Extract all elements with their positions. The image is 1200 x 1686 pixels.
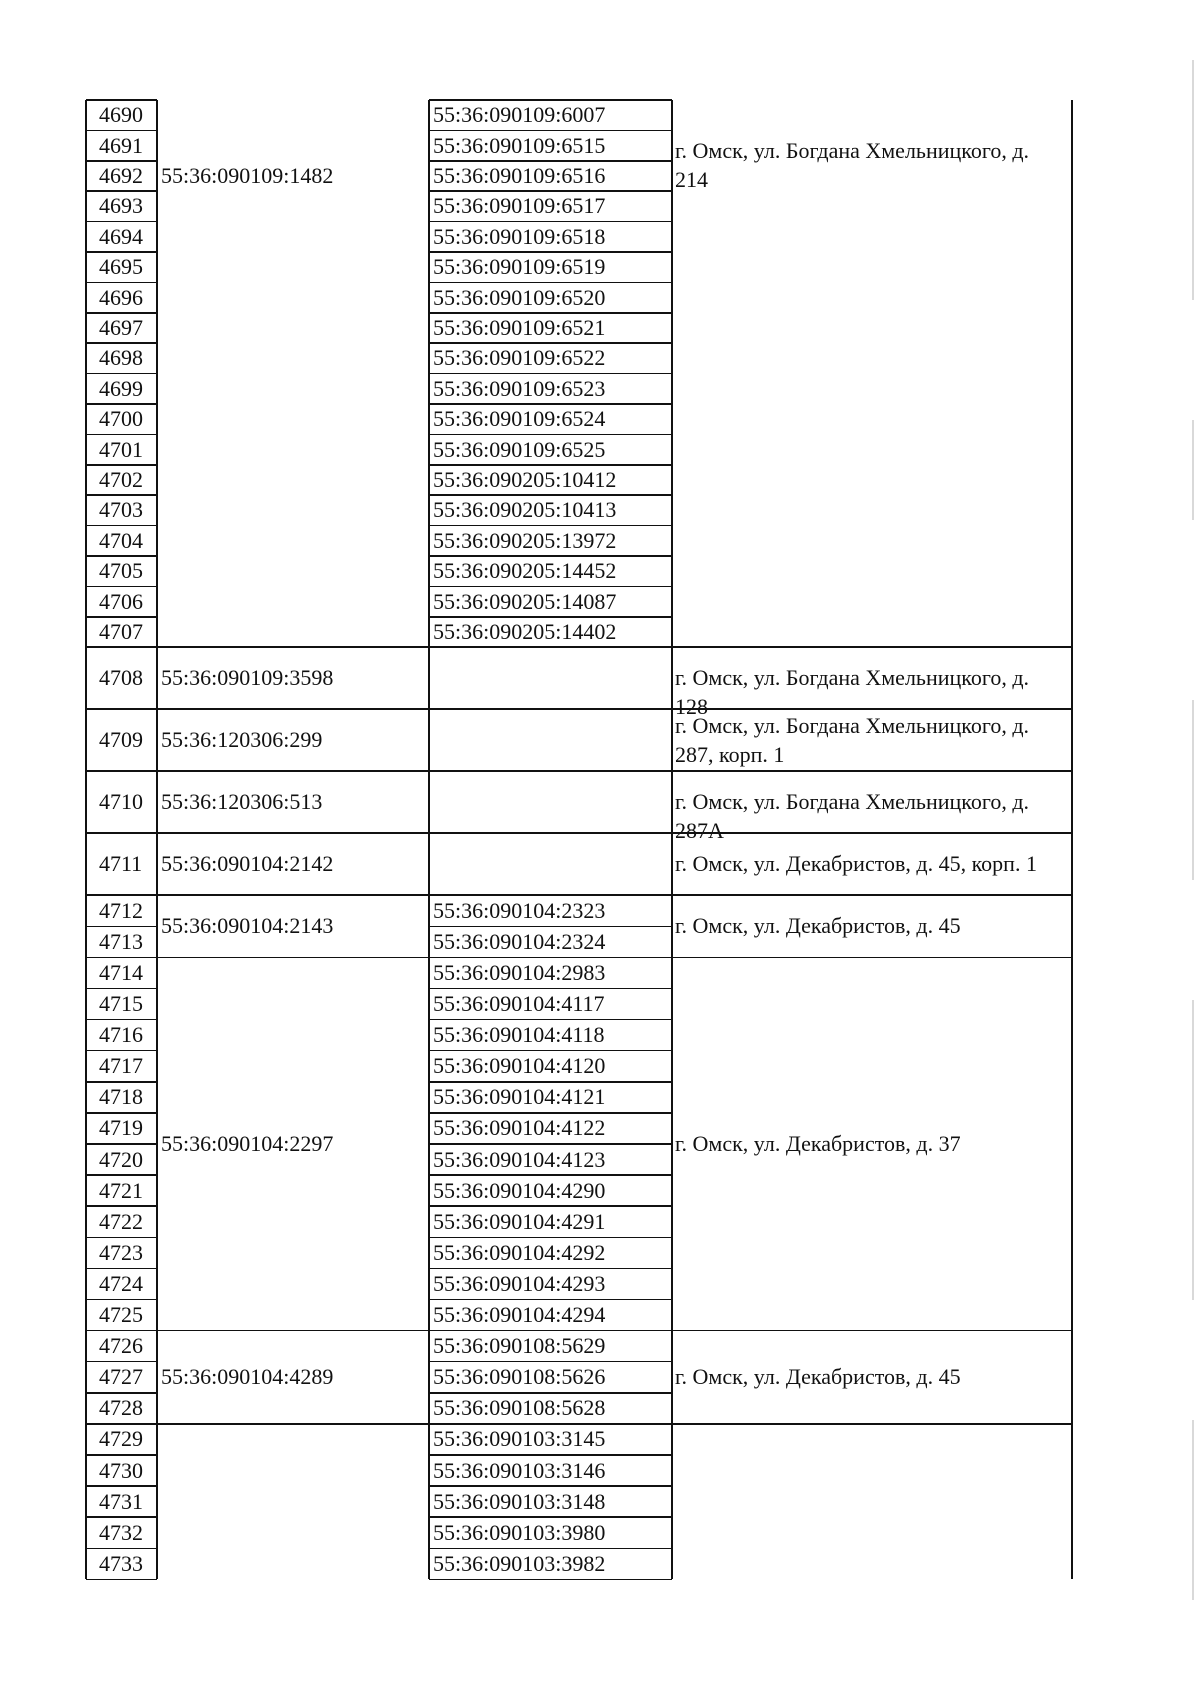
row-number: 4727 — [99, 1364, 143, 1390]
table-rule — [86, 1205, 157, 1207]
table-rule — [86, 1268, 157, 1270]
table-rule — [429, 1019, 672, 1021]
building-cadastral-number: 55:36:090109:6518 — [433, 223, 606, 249]
building-cadastral-number: 55:36:090104:4292 — [433, 1239, 606, 1265]
table-rule — [429, 130, 672, 132]
building-cadastral-number: 55:36:090108:5626 — [433, 1364, 606, 1390]
building-cadastral-number: 55:36:090104:4120 — [433, 1053, 606, 1079]
row-number: 4702 — [99, 467, 143, 492]
row-number: 4690 — [99, 102, 143, 128]
table-rule — [429, 1174, 672, 1176]
land-parcel-cadastral-number: 55:36:090109:1482 — [161, 163, 334, 188]
building-cadastral-number: 55:36:090205:10413 — [433, 497, 617, 523]
scan-artifact — [1192, 1000, 1194, 1300]
building-cadastral-number: 55:36:090109:6519 — [433, 254, 606, 280]
object-address: г. Омск, ул. Богдана Хмельницкого, д. 287, корп. 1 — [675, 713, 1030, 768]
table-rule — [86, 832, 157, 834]
table-rule — [428, 100, 430, 1579]
building-cadastral-number: 55:36:090108:5629 — [433, 1333, 606, 1359]
row-number: 4692 — [99, 163, 143, 188]
building-cadastral-number: 55:36:090104:4122 — [433, 1115, 606, 1141]
land-parcel-cadastral-number: 55:36:120306:513 — [161, 789, 323, 815]
building-cadastral-number: 55:36:090109:6525 — [433, 436, 606, 462]
building-cadastral-number: 55:36:090108:5628 — [433, 1395, 606, 1421]
row-number: 4717 — [99, 1053, 143, 1079]
object-address: г. Омск, ул. Богдана Хмельницкого, д. 128 — [675, 665, 1030, 720]
table-rule — [429, 770, 672, 772]
table-rule — [429, 1237, 672, 1239]
row-number: 4709 — [99, 727, 143, 753]
row-number: 4705 — [99, 558, 143, 584]
row-number: 4731 — [99, 1488, 143, 1514]
table-rule — [156, 100, 158, 1579]
row-number: 4691 — [99, 132, 143, 158]
table-rule — [429, 1330, 672, 1332]
table-rule — [86, 1485, 157, 1487]
building-cadastral-number: 55:36:090109:6524 — [433, 406, 606, 432]
object-address: г. Омск, ул. Богдана Хмельницкого, д. 214 — [675, 138, 1030, 193]
table-rule — [86, 403, 157, 405]
row-number: 4721 — [99, 1177, 143, 1203]
table-rule — [429, 957, 672, 959]
table-rule — [429, 373, 672, 375]
table-rule — [86, 434, 157, 436]
scan-artifact — [1192, 700, 1194, 880]
table-rule — [86, 894, 157, 896]
land-parcel-cadastral-number: 55:36:090104:4289 — [161, 1364, 334, 1390]
table-rule — [157, 832, 429, 834]
table-rule — [429, 1392, 672, 1394]
table-rule — [157, 1423, 429, 1425]
row-number: 4714 — [99, 959, 143, 985]
table-rule — [86, 342, 157, 344]
table-rule — [429, 1299, 672, 1301]
row-number: 4695 — [99, 254, 143, 280]
table-rule — [429, 1050, 672, 1052]
building-cadastral-number: 55:36:090104:4117 — [433, 991, 605, 1017]
table-rule — [86, 708, 157, 710]
building-cadastral-number: 55:36:090104:4123 — [433, 1146, 606, 1172]
table-rule — [86, 1423, 157, 1425]
row-number: 4730 — [99, 1457, 143, 1483]
building-cadastral-number: 55:36:090104:4294 — [433, 1302, 606, 1328]
land-parcel-cadastral-number: 55:36:120306:299 — [161, 727, 323, 753]
table-rule — [429, 555, 672, 557]
table-rule — [86, 494, 157, 496]
row-number: 4696 — [99, 284, 143, 310]
table-rule — [86, 1019, 157, 1021]
object-address: г. Омск, ул. Декабристов, д. 45, корп. 1 — [675, 851, 1037, 877]
row-number: 4719 — [99, 1115, 143, 1141]
row-number: 4703 — [99, 497, 143, 523]
row-number: 4699 — [99, 375, 143, 401]
table-rule — [672, 894, 1072, 896]
table-rule — [86, 988, 157, 990]
table-rule — [429, 1548, 672, 1550]
row-number: 4693 — [99, 193, 143, 219]
table-rule — [86, 926, 157, 928]
building-cadastral-number: 55:36:090205:14452 — [433, 558, 617, 584]
row-number: 4729 — [99, 1426, 143, 1452]
building-cadastral-number: 55:36:090104:4118 — [433, 1022, 605, 1048]
table-rule — [671, 100, 673, 1579]
table-rule — [672, 646, 1072, 648]
table-rule — [86, 1174, 157, 1176]
table-rule — [86, 190, 157, 192]
building-cadastral-number: 55:36:090104:4121 — [433, 1084, 606, 1110]
table-rule — [86, 616, 157, 618]
object-address: г. Омск, ул. Декабристов, д. 37 — [675, 1131, 961, 1156]
row-number: 4710 — [99, 789, 143, 815]
table-rule — [86, 251, 157, 253]
object-address: г. Омск, ул. Декабристов, д. 45 — [675, 913, 961, 939]
table-rule — [429, 434, 672, 436]
row-number: 4725 — [99, 1302, 143, 1328]
scan-artifact — [1192, 1420, 1194, 1600]
table-rule — [157, 708, 429, 710]
row-number: 4704 — [99, 527, 143, 553]
building-cadastral-number: 55:36:090104:4290 — [433, 1177, 606, 1203]
table-rule — [429, 1268, 672, 1270]
table-rule — [429, 708, 672, 710]
row-number: 4733 — [99, 1550, 143, 1576]
building-cadastral-number: 55:36:090104:2983 — [433, 959, 606, 985]
table-rule — [86, 525, 157, 527]
land-parcel-cadastral-number: 55:36:090109:3598 — [161, 665, 334, 691]
table-rule — [1071, 100, 1073, 1579]
row-number: 4724 — [99, 1270, 143, 1296]
table-rule — [86, 1548, 157, 1550]
table-rule — [429, 894, 672, 896]
table-rule — [86, 99, 157, 101]
table-rule — [672, 770, 1072, 772]
table-rule — [86, 1330, 157, 1332]
scan-artifact — [1192, 60, 1194, 300]
row-number: 4708 — [99, 665, 143, 691]
building-cadastral-number: 55:36:090103:3982 — [433, 1550, 606, 1576]
object-address: г. Омск, ул. Декабристов, д. 45 — [675, 1364, 961, 1390]
table-rule — [429, 160, 672, 162]
table-rule — [429, 1361, 672, 1363]
table-rule — [86, 957, 157, 959]
building-cadastral-number: 55:36:090103:3146 — [433, 1457, 606, 1483]
table-rule — [86, 1081, 157, 1083]
table-rule — [672, 1330, 1072, 1332]
table-rule — [86, 1454, 157, 1456]
row-number: 4713 — [99, 928, 143, 954]
building-cadastral-number: 55:36:090205:13972 — [433, 527, 617, 553]
building-cadastral-number: 55:36:090109:6523 — [433, 375, 606, 401]
row-number: 4697 — [99, 315, 143, 340]
land-parcel-cadastral-number: 55:36:090104:2142 — [161, 851, 334, 877]
row-number: 4718 — [99, 1084, 143, 1110]
table-rule — [86, 1143, 157, 1145]
building-cadastral-number: 55:36:090109:6007 — [433, 102, 606, 128]
table-rule — [429, 494, 672, 496]
table-rule — [157, 957, 429, 959]
table-rule — [429, 464, 672, 466]
table-rule — [429, 616, 672, 618]
table-rule — [429, 1081, 672, 1083]
table-rule — [157, 770, 429, 772]
building-cadastral-number: 55:36:090103:3148 — [433, 1488, 606, 1514]
table-rule — [86, 1237, 157, 1239]
row-number: 4712 — [99, 897, 143, 923]
table-rule — [429, 312, 672, 314]
table-rule — [429, 1516, 672, 1518]
building-cadastral-number: 55:36:090109:6517 — [433, 193, 606, 219]
building-cadastral-number: 55:36:090109:6522 — [433, 345, 606, 371]
table-rule — [86, 1361, 157, 1363]
row-number: 4720 — [99, 1146, 143, 1172]
row-number: 4698 — [99, 345, 143, 371]
table-rule — [429, 1143, 672, 1145]
row-number: 4726 — [99, 1333, 143, 1359]
table-rule — [429, 586, 672, 588]
row-number: 4732 — [99, 1519, 143, 1545]
table-rule — [429, 1485, 672, 1487]
table-rule — [429, 832, 672, 834]
building-cadastral-number: 55:36:090104:4291 — [433, 1208, 606, 1234]
table-rule — [429, 1579, 672, 1581]
table-rule — [85, 100, 87, 1579]
building-cadastral-number: 55:36:090109:6516 — [433, 163, 606, 188]
row-number: 4694 — [99, 223, 143, 249]
row-number: 4723 — [99, 1239, 143, 1265]
table-rule — [86, 1579, 157, 1581]
building-cadastral-number: 55:36:090104:2324 — [433, 928, 606, 954]
building-cadastral-number: 55:36:090205:10412 — [433, 467, 617, 492]
building-cadastral-number: 55:36:090109:6521 — [433, 315, 606, 340]
table-rule — [672, 957, 1072, 959]
row-number: 4711 — [99, 851, 143, 877]
table-rule — [86, 1050, 157, 1052]
table-rule — [672, 1423, 1072, 1425]
table-rule — [429, 1205, 672, 1207]
table-rule — [429, 1423, 672, 1425]
table-rule — [429, 403, 672, 405]
table-rule — [429, 190, 672, 192]
table-rule — [86, 464, 157, 466]
building-cadastral-number: 55:36:090104:2323 — [433, 897, 606, 923]
table-rule — [157, 646, 429, 648]
table-rule — [157, 894, 429, 896]
table-rule — [429, 646, 672, 648]
building-cadastral-number: 55:36:090103:3980 — [433, 1519, 606, 1545]
row-number: 4700 — [99, 406, 143, 432]
table-rule — [86, 160, 157, 162]
table-rule — [86, 1299, 157, 1301]
row-number: 4706 — [99, 588, 143, 614]
table-rule — [429, 988, 672, 990]
building-cadastral-number: 55:36:090205:14402 — [433, 619, 617, 644]
table-rule — [429, 342, 672, 344]
row-number: 4701 — [99, 436, 143, 462]
row-number: 4716 — [99, 1022, 143, 1048]
table-rule — [429, 1112, 672, 1114]
building-cadastral-number: 55:36:090109:6515 — [433, 132, 606, 158]
table-rule — [429, 221, 672, 223]
table-rule — [429, 282, 672, 284]
row-number: 4728 — [99, 1395, 143, 1421]
table-rule — [429, 99, 672, 101]
table-rule — [86, 586, 157, 588]
table-rule — [429, 1454, 672, 1456]
row-number: 4722 — [99, 1208, 143, 1234]
land-parcel-cadastral-number: 55:36:090104:2297 — [161, 1131, 334, 1156]
building-cadastral-number: 55:36:090104:4293 — [433, 1270, 606, 1296]
scan-artifact — [1192, 420, 1194, 520]
table-rule — [86, 646, 157, 648]
table-rule — [86, 555, 157, 557]
building-cadastral-number: 55:36:090103:3145 — [433, 1426, 606, 1452]
table-rule — [86, 373, 157, 375]
building-cadastral-number: 55:36:090109:6520 — [433, 284, 606, 310]
table-rule — [429, 926, 672, 928]
row-number: 4707 — [99, 619, 143, 644]
table-rule — [86, 221, 157, 223]
table-rule — [86, 130, 157, 132]
table-rule — [86, 770, 157, 772]
table-rule — [429, 251, 672, 253]
table-rule — [86, 1392, 157, 1394]
table-rule — [86, 1112, 157, 1114]
table-rule — [86, 312, 157, 314]
table-rule — [86, 1516, 157, 1518]
building-cadastral-number: 55:36:090205:14087 — [433, 588, 617, 614]
table-rule — [157, 1330, 429, 1332]
object-address: г. Омск, ул. Богдана Хмельницкого, д. 287А — [675, 789, 1030, 844]
land-parcel-cadastral-number: 55:36:090104:2143 — [161, 913, 334, 939]
table-rule — [86, 282, 157, 284]
table-rule — [429, 525, 672, 527]
row-number: 4715 — [99, 991, 143, 1017]
